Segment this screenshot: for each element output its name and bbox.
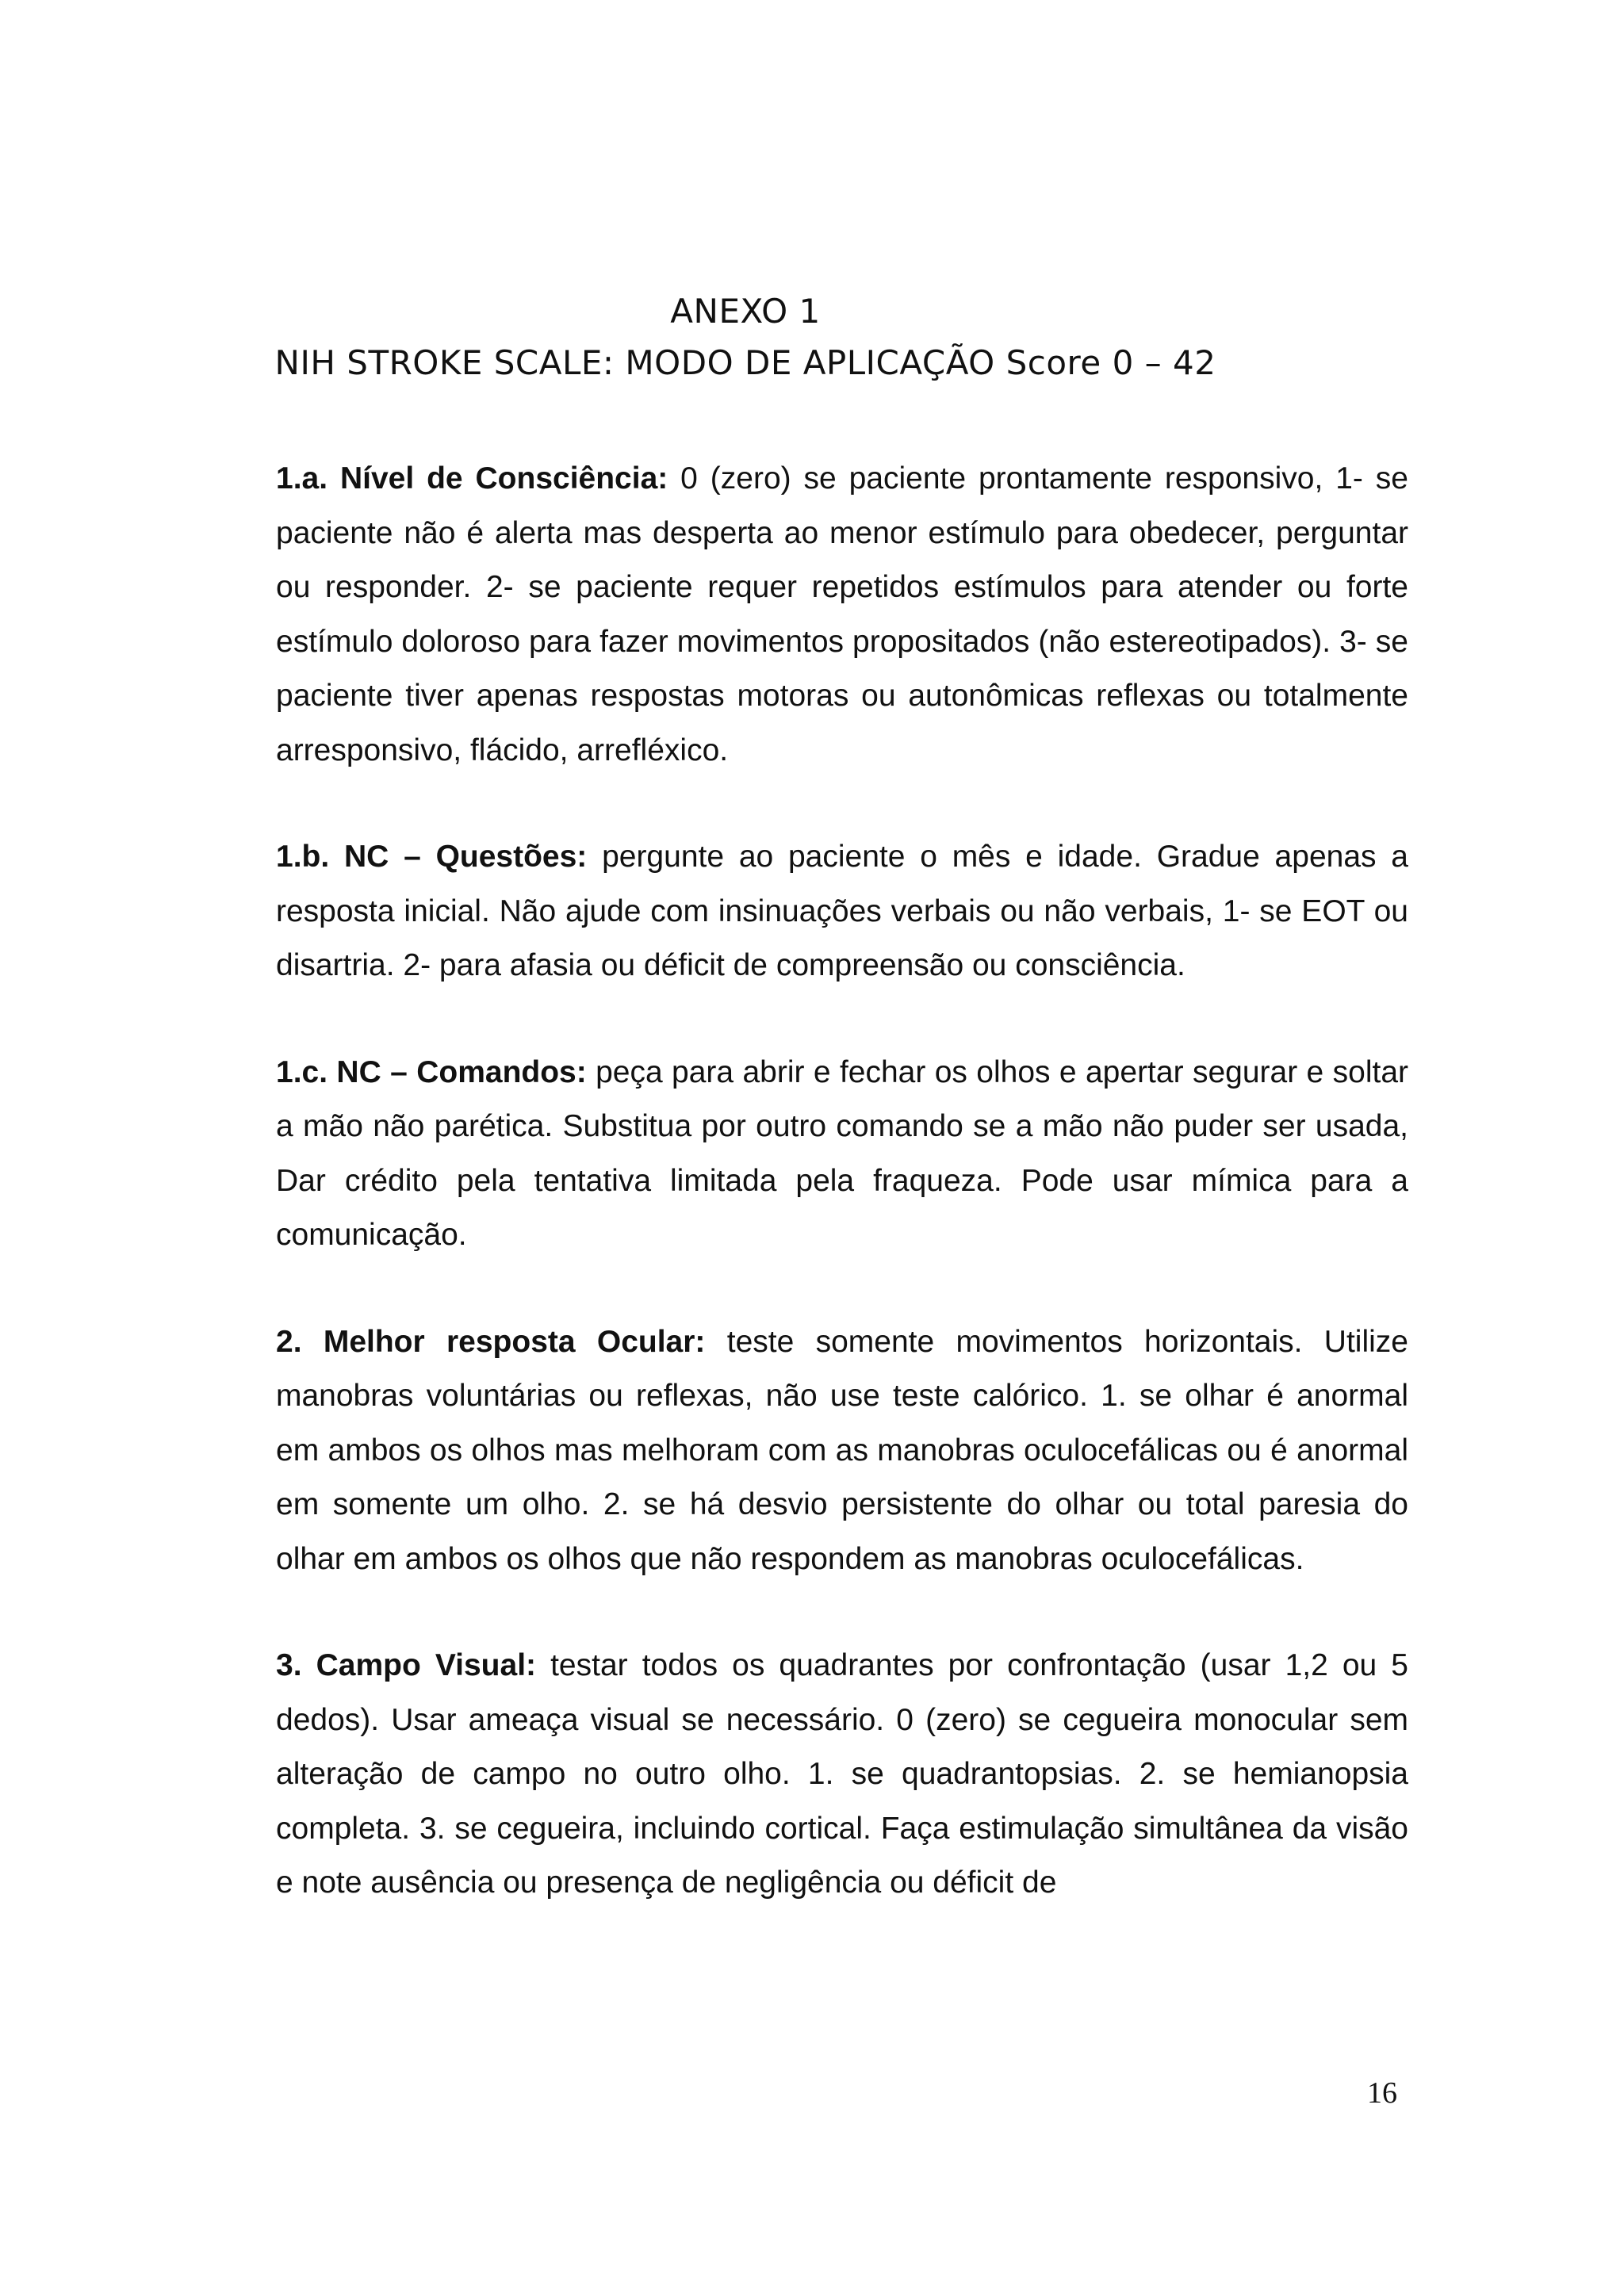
section-1a-level-of-consciousness: [276, 452, 1408, 778]
section-text: teste somente movimentos horizontais. Utilize manobras voluntárias ou reflexas, não use teste calórico. 1. se olhar é anormal em ambos os olhos mas melhoram com as manobras oculocefálicas ou é anormal em somente um olho. 2. se há desvio persistente do olhar ou total paresia do olhar em ambos os olhos que não respondem as manobras oculocefálicas.: [276, 1324, 1408, 1576]
section-label: 1.c. NC – Comandos:: [276, 1054, 587, 1089]
annex-heading: ANEXO 1: [670, 292, 821, 331]
section-text: 0 (zero) se paciente prontamente responsivo, 1- se paciente não é alerta mas desperta ao menor estímulo para obedecer, perguntar ou responder. 2- se paciente requer repetidos estímulos para atender ou forte estímulo doloroso para fazer movimentos propositados (não estereotipados). 3- se paciente tiver apenas respostas motoras ou autonômicas reflexas ou totalmente arresponsivo, flácido, arrefléxico.: [276, 461, 1409, 767]
page-number: 16: [1367, 2076, 1397, 2110]
document-title-block: [0, 285, 1491, 388]
section-label: 1.b. NC – Questões:: [276, 840, 588, 874]
section-label: 1.a. Nível de Consciência:: [276, 461, 668, 496]
section-label: 2. Melhor resposta Ocular:: [276, 1324, 706, 1359]
section-1c-commands: [276, 1046, 1408, 1263]
section-text: testar todos os quadrantes por confrontação (usar 1,2 ou 5 dedos). Usar ameaça visual se necessário. 0 (zero) se cegueira monocular sem alteração de campo no outro olho. 1. se quadrantopsias. 2. se hemianopsia completa. 3. se cegueira, incluindo cortical. Faça estimulação simultânea da visão e note ausência ou presença de negligência ou déficit de: [276, 1648, 1408, 1900]
section-text: peça para abrir e fechar os olhos e apertar segurar e soltar a mão não parética. Substitua por outro comando se a mão não puder ser usada, Dar crédito pela tentativa limitada pela fraqueza. Pode usar mímica para a comunicação.: [276, 1054, 1408, 1252]
section-1b-questions: [276, 830, 1408, 993]
section-3-visual-field: [276, 1639, 1408, 1911]
section-text: pergunte ao paciente o mês e idade. Gradue apenas a resposta inicial. Não ajude com insinuações verbais ou não verbais, 1- se EOT ou disartria. 2- para afasia ou déficit de compreensão ou consciência.: [276, 840, 1408, 982]
section-2-best-gaze: [276, 1315, 1408, 1587]
section-label: 3. Campo Visual:: [276, 1648, 537, 1682]
document-body: [276, 452, 1408, 1963]
page-title: NIH STROKE SCALE: MODO DE APLICAÇÃO Score 0 – 42: [274, 343, 1216, 383]
